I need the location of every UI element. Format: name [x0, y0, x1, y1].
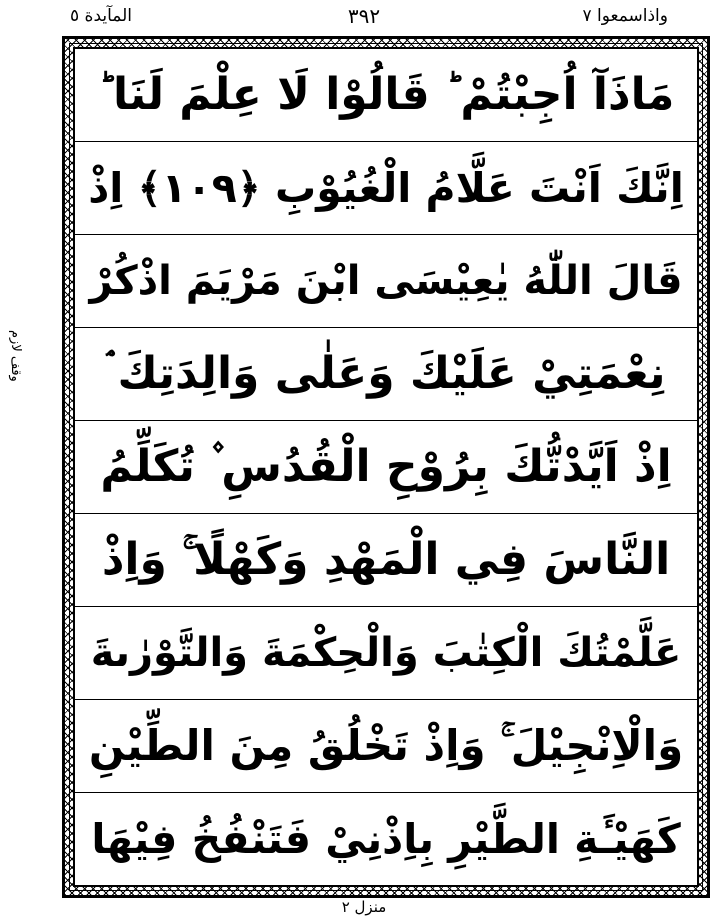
- text-line-1: مَاذَآ اُجِبْتُمْ ؕ قَالُوْا لَا عِلْمَ لَنَا ؕ: [75, 49, 697, 142]
- text-panel: [73, 47, 699, 887]
- page-number: ٣٩٢: [347, 4, 381, 28]
- text-line-6: النَّاسَ فِي الْمَهْدِ وَكَهْلًا ۚ وَاِذْ: [75, 514, 697, 607]
- header-surah-part: واذاسمعوا ٧: [582, 6, 668, 26]
- margin-note: وقف لازم: [8, 330, 23, 382]
- text-line-4: نِعْمَتِيْ عَلَيْكَ وَعَلٰى وَالِدَتِكَ ۘ: [75, 328, 697, 421]
- text-line-3: قَالَ اللّٰهُ يٰعِيْسَى ابْنَ مَرْيَمَ اذْكُرْ: [75, 235, 697, 328]
- text-line-9: كَهَيْـَٔةِ الطَّيْرِ بِاِذْنِيْ فَتَنْفُخُ فِيْهَا: [91, 814, 681, 863]
- manzil-footer: منزل ٢: [341, 898, 387, 916]
- text-line-5: اِذْ اَيَّدْتُّكَ بِرُوْحِ الْقُدُسِ ۫ تُكَلِّمُ: [75, 421, 697, 514]
- text-line-2: اِنَّكَ اَنْتَ عَلَّامُ الْغُيُوْبِ ﴿١٠٩﴾ اِذْ: [75, 142, 697, 235]
- header-surah-name: المآيدة ٥: [70, 6, 133, 26]
- ornamental-frame: [62, 36, 710, 898]
- text-line-7: عَلَّمْتُكَ الْكِتٰبَ وَالْحِكْمَةَ وَالتَّوْرٰىةَ: [75, 607, 697, 700]
- text-line-8: وَالْاِنْجِيْلَ ۚ وَاِذْ تَخْلُقُ مِنَ الطِّيْنِ: [75, 700, 697, 793]
